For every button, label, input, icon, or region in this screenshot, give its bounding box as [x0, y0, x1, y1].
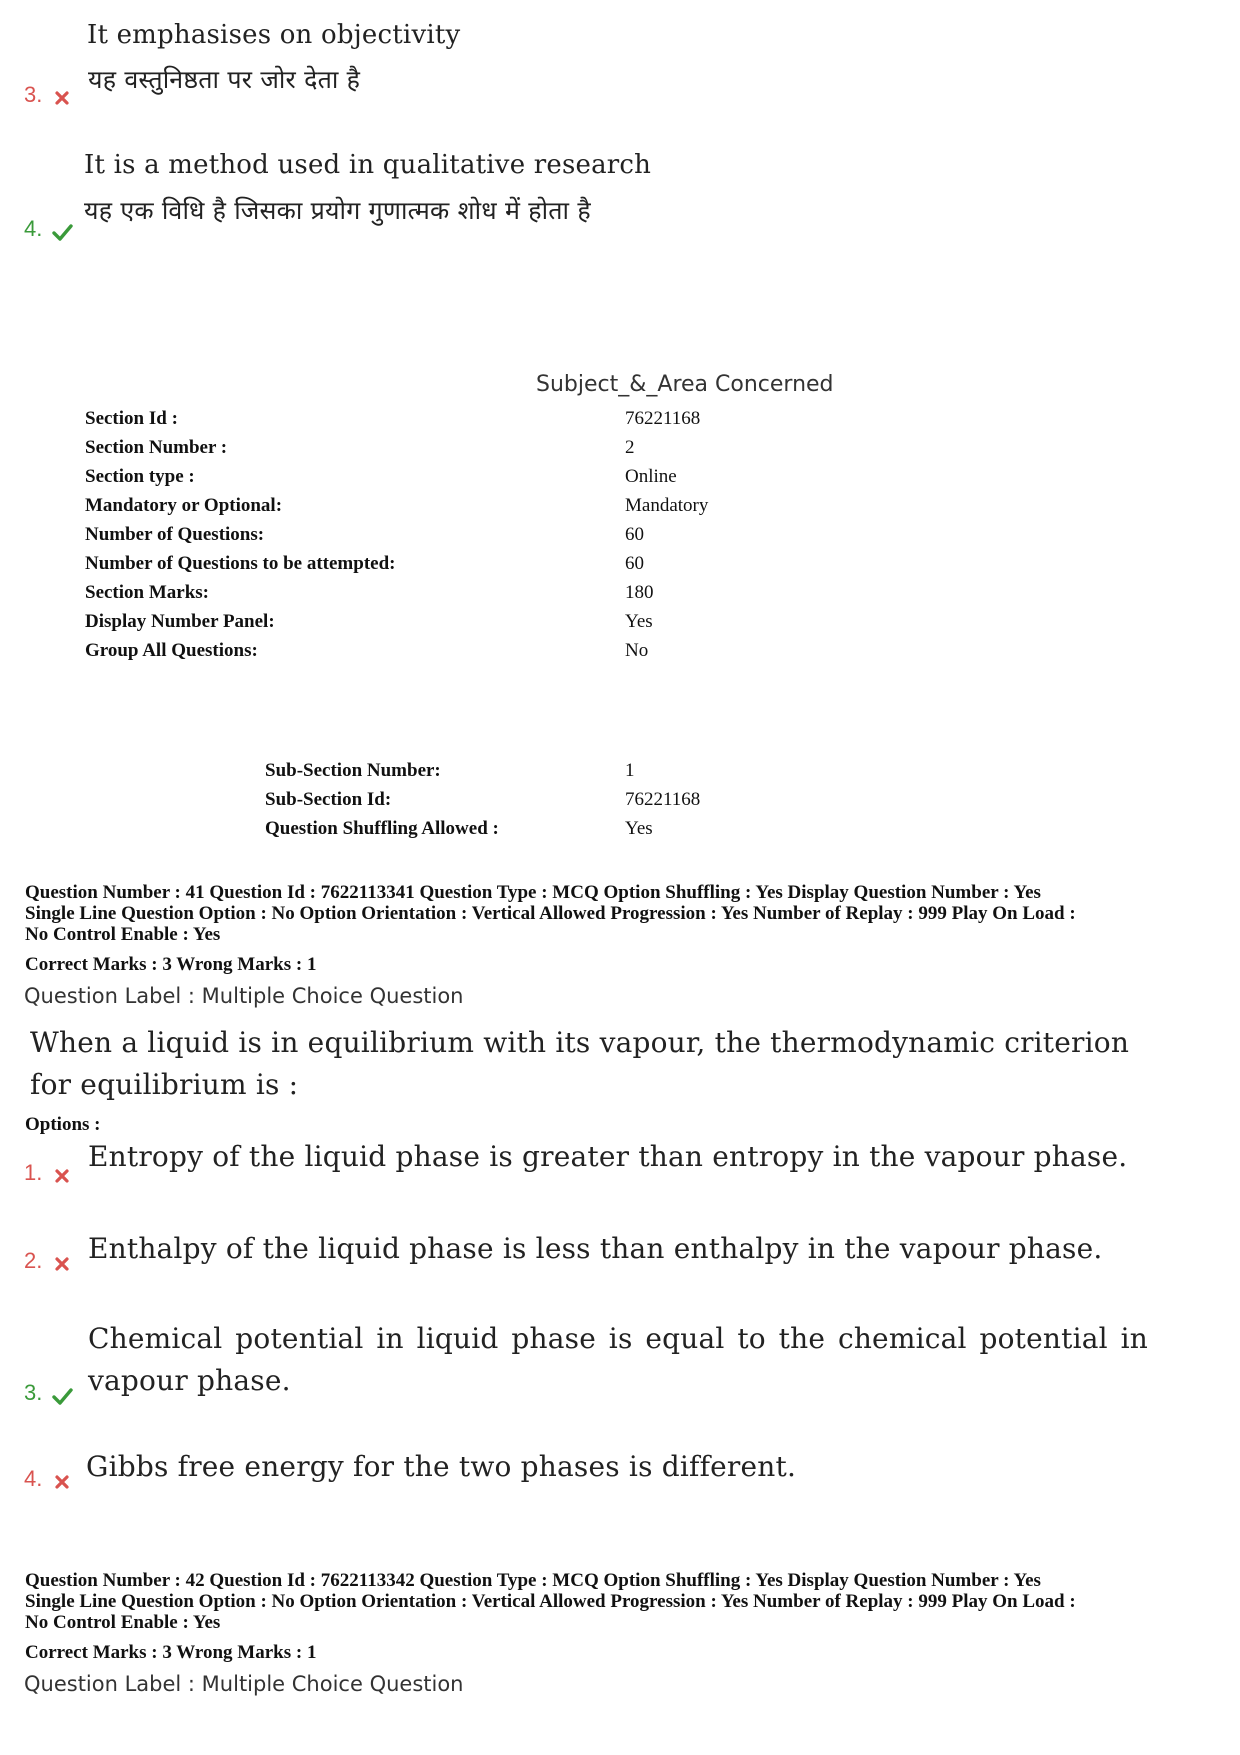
q41-option-2-text: Enthalpy of the liquid phase is less than enthalpy in the vapour phase.	[88, 1232, 1103, 1265]
section-row-label: Number of Questions to be attempted:	[85, 553, 396, 574]
section-row-value: Online	[625, 466, 677, 487]
subsection-row-label: Sub-Section Id:	[265, 789, 392, 810]
section-row-value: 60	[625, 553, 644, 574]
q41-option-1-text: Entropy of the liquid phase is greater than entropy in the vapour phase.	[88, 1140, 1128, 1173]
meta-line: Single Line Question Option : No Option Orientation : Vertical Allowed Progression : Yes Number of Replay : 999 Play On Load :	[25, 1591, 1076, 1612]
option-number: 1.	[24, 1160, 43, 1185]
question-41-meta	[25, 882, 1225, 945]
section-row	[85, 524, 785, 553]
section-row	[85, 466, 785, 495]
section-row	[85, 582, 785, 611]
prev-option-3-hi: यह वस्तुनिष्ठता पर जोर देता है	[88, 65, 361, 94]
section-row-label: Section Number :	[85, 437, 228, 458]
section-row	[85, 437, 785, 466]
meta-line: Single Line Question Option : No Option Orientation : Vertical Allowed Progression : Yes Number of Replay : 999 Play On Load :	[25, 903, 1076, 924]
section-row-value: 180	[625, 582, 654, 603]
check-icon	[50, 1386, 74, 1406]
question-41-label: Question Label : Multiple Choice Question	[24, 984, 464, 1008]
section-row-label: Number of Questions:	[85, 524, 265, 545]
section-row-value: No	[625, 640, 649, 661]
option-number: 4.	[24, 216, 43, 241]
prev-option-4-hi: यह एक विधि है जिसका प्रयोग गुणात्मक शोध में होता है	[84, 196, 591, 225]
subsection-row-value: 76221168	[625, 789, 701, 810]
prev-option-4-marker	[24, 216, 74, 242]
options-label: Options :	[25, 1114, 101, 1135]
section-row-label: Section type :	[85, 466, 195, 487]
cross-icon	[52, 1254, 72, 1274]
section-row-label: Section Id :	[85, 408, 178, 429]
q41-option-3-marker	[24, 1380, 74, 1406]
prev-option-3-marker	[24, 82, 72, 108]
section-row-label: Section Marks:	[85, 582, 210, 603]
subsection-row-label: Question Shuffling Allowed :	[265, 818, 499, 839]
meta-line: No Control Enable : Yes	[25, 924, 221, 945]
cross-icon	[52, 1166, 72, 1186]
meta-line: Question Number : 42 Question Id : 7622113342 Question Type : MCQ Option Shuffling : Yes Display Question Number : Yes	[25, 1570, 1041, 1591]
subsection-row-value: Yes	[625, 818, 653, 839]
section-row	[85, 408, 785, 437]
check-icon	[50, 222, 74, 242]
section-row-value: Mandatory	[625, 495, 709, 516]
q41-option-3-text: Chemical potential in liquid phase is equal to the chemical potential in vapour phase.	[88, 1322, 1148, 1397]
section-title: Subject_&_Area Concerned	[536, 372, 834, 397]
meta-line: No Control Enable : Yes	[25, 1612, 221, 1633]
question-42-marks: Correct Marks : 3 Wrong Marks : 1	[25, 1642, 317, 1663]
q41-option-2-marker	[24, 1248, 72, 1274]
cross-icon	[52, 1472, 72, 1492]
subsection-row-label: Sub-Section Number:	[265, 760, 441, 781]
section-row	[85, 553, 785, 582]
section-row	[85, 640, 785, 669]
section-row	[85, 611, 785, 640]
section-row-label: Group All Questions:	[85, 640, 258, 661]
subsection-details	[265, 760, 865, 847]
question-42-label: Question Label : Multiple Choice Question	[24, 1672, 464, 1696]
q41-option-4-marker	[24, 1466, 72, 1492]
meta-line: Question Number : 41 Question Id : 7622113341 Question Type : MCQ Option Shuffling : Yes Display Question Number : Yes	[25, 882, 1041, 903]
q41-option-4-text: Gibbs free energy for the two phases is different.	[86, 1450, 797, 1483]
section-details	[85, 408, 785, 669]
subsection-row	[265, 789, 865, 818]
option-number: 4.	[24, 1466, 43, 1491]
q41-option-1-marker	[24, 1160, 72, 1186]
cross-icon	[52, 88, 72, 108]
section-row-value: 76221168	[625, 408, 701, 429]
question-41-text: When a liquid is in equilibrium with its vapour, the thermodynamic criterion for equilibrium is :	[30, 1026, 1130, 1101]
section-row-value: 2	[625, 437, 635, 458]
section-row-label: Mandatory or Optional:	[85, 495, 283, 516]
question-42-meta	[25, 1570, 1225, 1633]
question-41-marks: Correct Marks : 3 Wrong Marks : 1	[25, 954, 317, 975]
section-row-value: 60	[625, 524, 644, 545]
prev-option-3-en: It emphasises on objectivity	[87, 20, 461, 50]
option-number: 3.	[24, 1380, 43, 1405]
subsection-row	[265, 760, 865, 789]
option-number: 3.	[24, 82, 43, 107]
section-row-value: Yes	[625, 611, 653, 632]
subsection-row	[265, 818, 865, 847]
prev-option-4-en: It is a method used in qualitative research	[84, 150, 652, 180]
option-number: 2.	[24, 1248, 43, 1273]
section-row-label: Display Number Panel:	[85, 611, 275, 632]
section-row	[85, 495, 785, 524]
subsection-row-value: 1	[625, 760, 635, 781]
